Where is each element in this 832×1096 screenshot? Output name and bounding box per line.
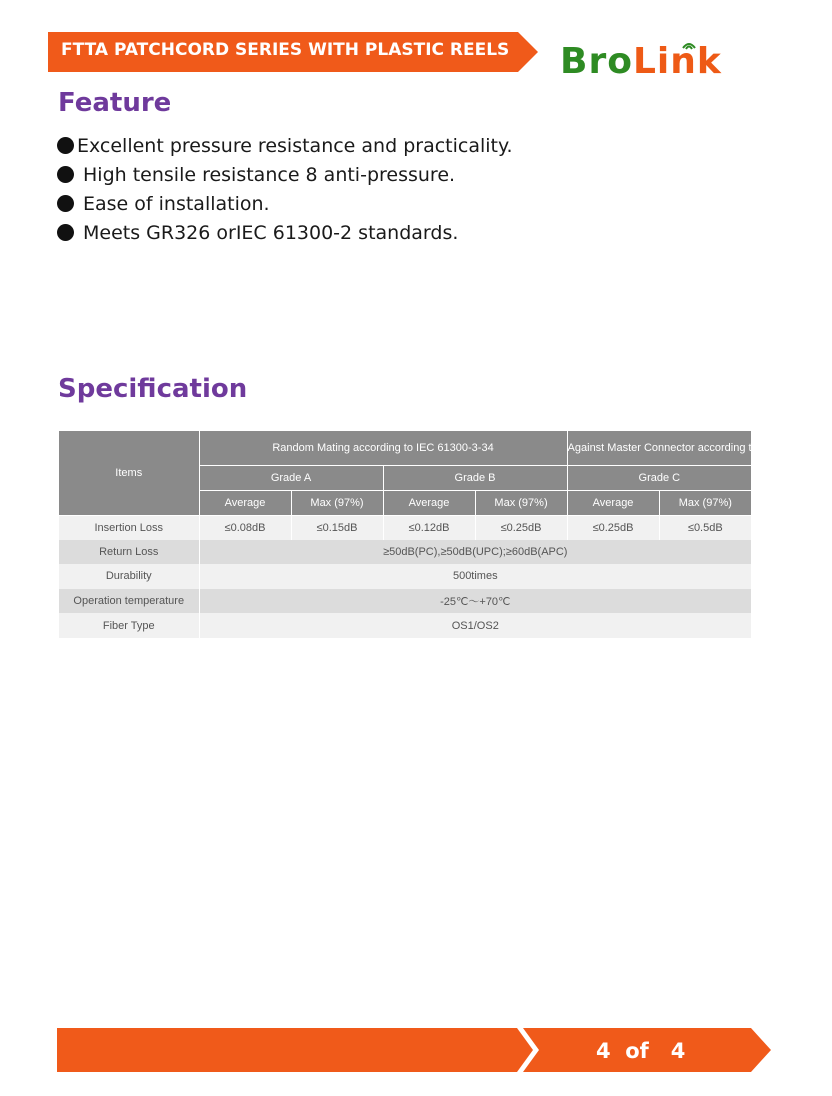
- table-row: [59, 589, 751, 614]
- table-row: [59, 564, 751, 589]
- sub-header-max: Max (97%): [291, 490, 383, 515]
- logo-text-lin: Lin: [632, 41, 697, 82]
- footer-bar-left: [57, 1028, 533, 1072]
- grade-b-header: Grade B: [383, 465, 567, 490]
- logo-text-k: k: [696, 41, 722, 82]
- table-cell: ≥50dB(PC),≥50dB(UPC);≥60dB(APC): [199, 540, 751, 565]
- sub-header-max: Max (97%): [475, 490, 567, 515]
- feature-text: Meets GR326 orIEC 61300-2 standards.: [83, 221, 459, 244]
- table-row: [59, 515, 751, 540]
- sub-header-average: Average: [567, 490, 659, 515]
- feature-text: Ease of installation.: [83, 192, 270, 215]
- items-header: Items: [59, 431, 199, 515]
- bullet-icon: [57, 137, 74, 154]
- master-connector-header: Against Master Connector according to IEC 61300-3-4: [567, 431, 751, 465]
- feature-text: Excellent pressure resistance and practicality.: [77, 134, 513, 157]
- feature-item: [57, 131, 657, 160]
- table-cell: ≤0.15dB: [291, 515, 383, 540]
- sub-header-max: Max (97%): [659, 490, 751, 515]
- feature-list: [57, 131, 657, 247]
- row-label: Operation temperature: [59, 589, 199, 614]
- page-indicator: [596, 1039, 716, 1063]
- table-cell: ≤0.08dB: [199, 515, 291, 540]
- grade-c-header: Grade C: [567, 465, 751, 490]
- feature-heading: Feature: [58, 88, 172, 118]
- row-label: Durability: [59, 564, 199, 589]
- sub-header-average: Average: [383, 490, 475, 515]
- row-label: Return Loss: [59, 540, 199, 565]
- row-label: Insertion Loss: [59, 515, 199, 540]
- feature-item: [57, 218, 657, 247]
- brolink-logo: [560, 40, 744, 84]
- page-total: 4: [670, 1039, 686, 1063]
- table-cell: ≤0.25dB: [475, 515, 567, 540]
- row-label: Fiber Type: [59, 613, 199, 638]
- logo-text-bro: Bro: [560, 41, 633, 82]
- page-current: 4: [596, 1039, 611, 1063]
- feature-text: High tensile resistance 8 anti-pressure.: [83, 163, 456, 186]
- specification-heading: Specification: [58, 374, 248, 404]
- page-of: of: [625, 1039, 649, 1063]
- document-title: FTTA PATCHCORD SERIES WITH PLASTIC REELS: [61, 40, 510, 60]
- table-cell: ≤0.5dB: [659, 515, 751, 540]
- feature-item: [57, 160, 657, 189]
- table-cell: ≤0.12dB: [383, 515, 475, 540]
- sub-header-average: Average: [199, 490, 291, 515]
- table-cell: -25℃～+70℃: [199, 589, 751, 614]
- table-cell: OS1/OS2: [199, 613, 751, 638]
- specification-table: [59, 431, 832, 638]
- wifi-signal-icon: [681, 38, 697, 50]
- table-row: [59, 613, 751, 638]
- bullet-icon: [57, 224, 74, 241]
- bullet-icon: [57, 195, 74, 212]
- table-cell: ≤0.25dB: [567, 515, 659, 540]
- random-mating-header: Random Mating according to IEC 61300-3-34: [199, 431, 567, 465]
- feature-item: [57, 189, 657, 218]
- table-row: [59, 540, 751, 565]
- grade-a-header: Grade A: [199, 465, 383, 490]
- header-banner: [48, 32, 538, 72]
- table-cell: 500times: [199, 564, 751, 589]
- bullet-icon: [57, 166, 74, 183]
